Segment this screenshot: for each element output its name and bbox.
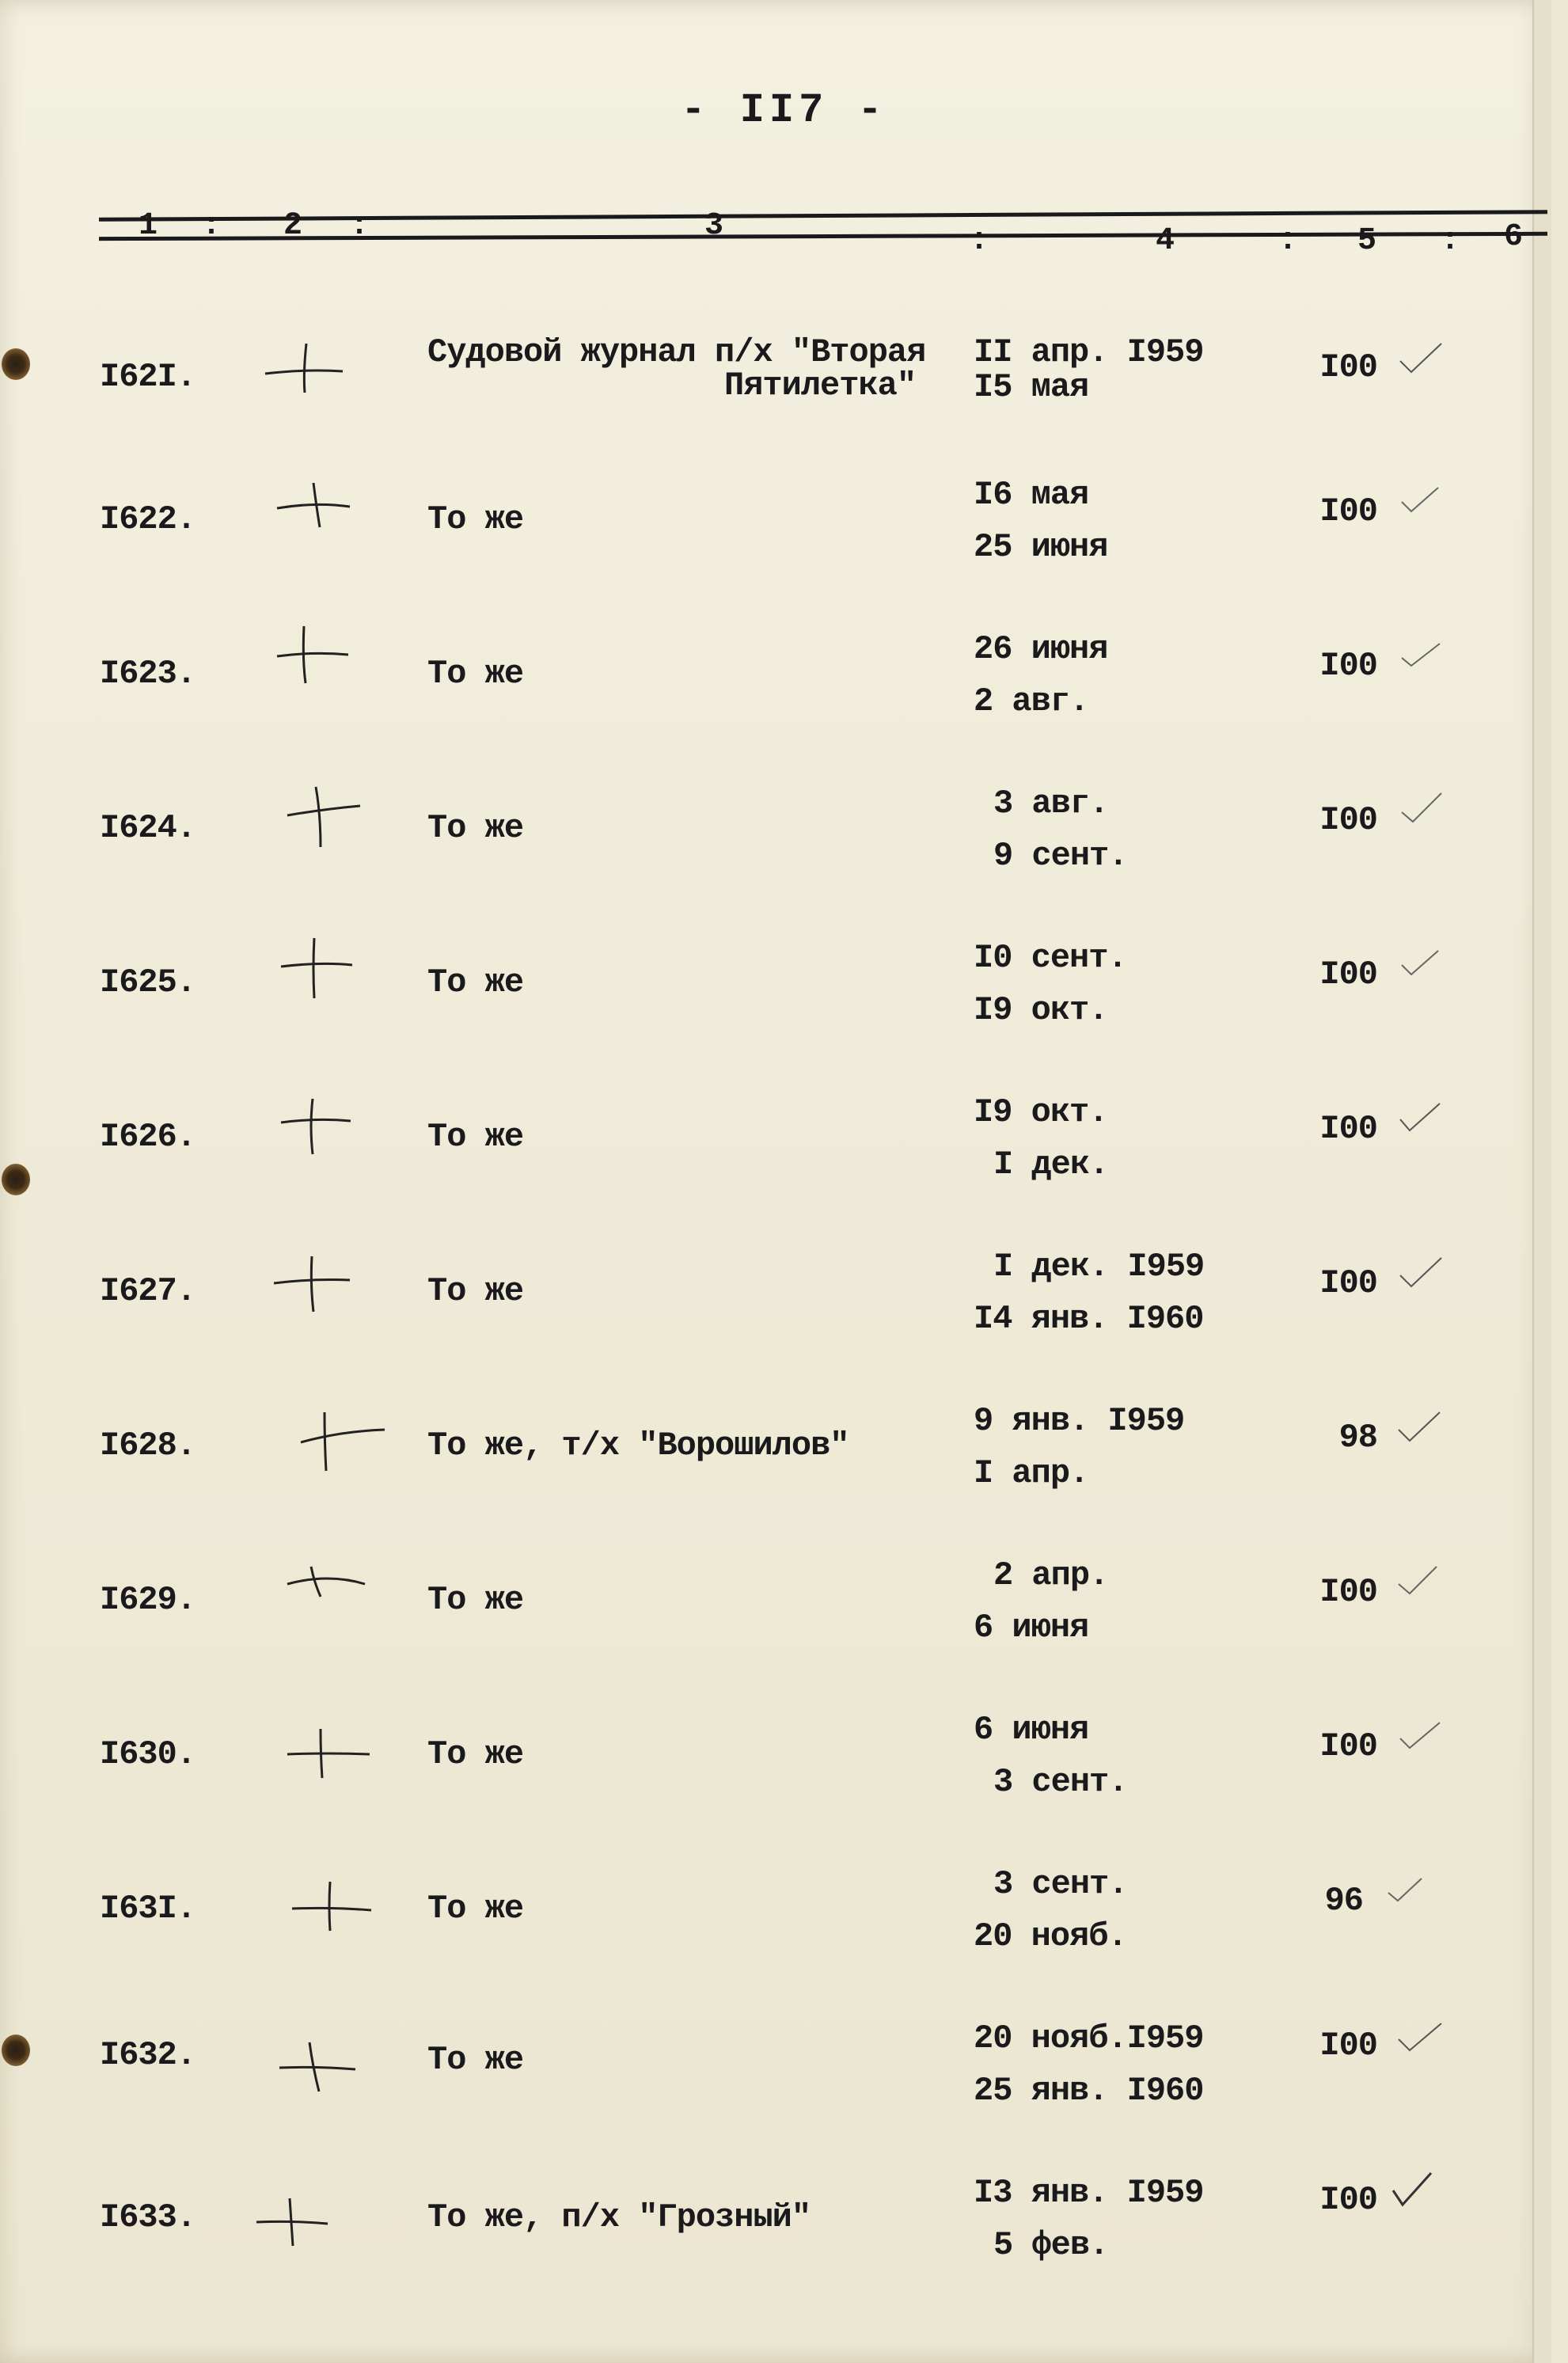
check-mark-icon bbox=[1397, 1099, 1445, 1138]
cross-mark-icon bbox=[268, 469, 363, 556]
check-mark-icon bbox=[1385, 1871, 1433, 1910]
cross-mark-icon bbox=[273, 1086, 368, 1173]
item-number: I62I. bbox=[100, 358, 196, 396]
cross-mark-icon bbox=[289, 1858, 384, 1945]
table-row bbox=[0, 1841, 1568, 1983]
cross-mark-icon bbox=[273, 2012, 368, 2099]
cross-mark-icon bbox=[273, 932, 368, 1019]
column-number-2: 2 bbox=[283, 208, 303, 244]
item-number: I623. bbox=[100, 655, 196, 693]
item-title: То же bbox=[427, 1118, 524, 1156]
item-title: То же, т/х "Ворошилов" bbox=[427, 1427, 849, 1465]
item-title: То же bbox=[427, 2041, 524, 2079]
item-number: I630. bbox=[100, 1735, 196, 1773]
table-row bbox=[0, 1069, 1568, 1211]
column-separator: : bbox=[350, 208, 370, 244]
item-number: I624. bbox=[100, 809, 196, 847]
item-number: I628. bbox=[100, 1427, 196, 1465]
column-number-1: 1 bbox=[139, 208, 158, 244]
table-row bbox=[0, 1686, 1568, 1829]
item-title: То же bbox=[427, 655, 524, 693]
item-number: I626. bbox=[100, 1118, 196, 1156]
column-separator: : bbox=[1278, 223, 1298, 259]
check-mark-icon bbox=[1397, 1408, 1445, 1447]
check-mark-icon bbox=[1397, 1562, 1445, 1601]
sheet-count: I00 bbox=[1319, 801, 1377, 839]
table-row bbox=[0, 1995, 1568, 2137]
cross-mark-icon bbox=[252, 2167, 347, 2254]
check-mark-icon bbox=[1397, 481, 1445, 521]
table-row bbox=[0, 760, 1568, 902]
item-number: I632. bbox=[100, 2036, 196, 2074]
check-mark-icon bbox=[1397, 1253, 1445, 1293]
item-number: I629. bbox=[100, 1581, 196, 1619]
sheet-count: I00 bbox=[1319, 348, 1377, 386]
table-row bbox=[0, 1532, 1568, 1674]
column-number-3: 3 bbox=[704, 208, 724, 244]
sheet-count: I00 bbox=[1319, 2027, 1377, 2065]
item-title: То же bbox=[427, 1890, 524, 1928]
date-range: I0 сент. I9 окт. bbox=[974, 939, 1127, 1029]
date-range: 20 нояб.I959 25 янв. I960 bbox=[974, 2019, 1204, 2110]
sheet-count: I00 bbox=[1319, 1727, 1377, 1765]
header-rule-bottom bbox=[99, 232, 1547, 241]
date-range: 9 янв. I959 I апр. bbox=[974, 1402, 1185, 1492]
table-row bbox=[0, 1377, 1568, 1520]
table-row bbox=[0, 451, 1568, 594]
column-separator: : bbox=[202, 208, 222, 244]
date-range: I дек. I959 I4 янв. I960 bbox=[974, 1248, 1205, 1338]
cross-mark-icon bbox=[269, 1240, 364, 1328]
date-range: II апр. I959 I5 мая bbox=[974, 333, 1204, 406]
date-range: 3 авг. 9 сент. bbox=[993, 785, 1128, 875]
page-number: - II7 - bbox=[681, 87, 887, 134]
item-title: То же bbox=[427, 809, 524, 847]
item-number: I622. bbox=[100, 500, 196, 538]
check-mark-icon bbox=[1391, 2170, 1439, 2209]
sheet-count: I00 bbox=[1319, 955, 1377, 993]
check-mark-icon bbox=[1397, 339, 1445, 378]
table-row bbox=[0, 606, 1568, 748]
table-row bbox=[0, 309, 1568, 451]
item-title: То же bbox=[427, 1272, 524, 1310]
check-mark-icon bbox=[1397, 790, 1445, 830]
date-range: 6 июня 3 сент. bbox=[974, 1711, 1128, 1801]
column-separator: : bbox=[970, 223, 989, 259]
item-number: I63I. bbox=[100, 1890, 196, 1928]
sheet-count: I00 bbox=[1319, 2181, 1377, 2219]
sheet-count: I00 bbox=[1319, 492, 1377, 530]
cross-mark-icon bbox=[293, 1395, 388, 1482]
item-title: То же, п/х "Грозный" bbox=[427, 2198, 811, 2236]
column-separator: : bbox=[1441, 223, 1460, 259]
date-range: I3 янв. I959 5 фев. bbox=[974, 2174, 1204, 2264]
cross-mark-icon bbox=[281, 1704, 376, 1791]
date-range: 3 сент. 20 нояб. bbox=[974, 1865, 1128, 1955]
cross-mark-icon bbox=[269, 623, 364, 710]
item-number: I633. bbox=[100, 2198, 196, 2236]
check-mark-icon bbox=[1397, 2017, 1445, 2057]
cross-mark-icon bbox=[281, 1549, 376, 1636]
item-title: То же bbox=[427, 500, 524, 538]
check-mark-icon bbox=[1397, 636, 1445, 675]
column-number-6: 6 bbox=[1504, 219, 1524, 255]
date-range: 2 апр. 6 июня bbox=[974, 1556, 1109, 1647]
date-range: I9 окт. I дек. bbox=[974, 1093, 1109, 1183]
date-range: 26 июня 2 авг. bbox=[974, 630, 1108, 720]
sheet-count: 96 bbox=[1324, 1882, 1363, 1920]
column-number-5: 5 bbox=[1357, 223, 1377, 259]
sheet-count: 98 bbox=[1338, 1419, 1377, 1457]
item-title: То же bbox=[427, 963, 524, 1001]
cross-mark-icon bbox=[257, 326, 352, 413]
table-row bbox=[0, 914, 1568, 1057]
table-row bbox=[0, 2149, 1568, 2292]
item-number: I627. bbox=[100, 1272, 196, 1310]
column-number-4: 4 bbox=[1156, 223, 1175, 259]
cross-mark-icon bbox=[281, 777, 376, 864]
sheet-count: I00 bbox=[1319, 647, 1377, 685]
item-title: То же bbox=[427, 1581, 524, 1619]
check-mark-icon bbox=[1397, 1716, 1445, 1756]
table-row bbox=[0, 1223, 1568, 1366]
sheet-count: I00 bbox=[1319, 1573, 1377, 1611]
item-number: I625. bbox=[100, 963, 196, 1001]
header-rule-top bbox=[99, 210, 1547, 222]
item-title: То же bbox=[427, 1735, 524, 1773]
check-mark-icon bbox=[1397, 944, 1445, 984]
date-range: I6 мая 25 июня bbox=[974, 476, 1108, 566]
sheet-count: I00 bbox=[1319, 1110, 1377, 1148]
item-title: Судовой журнал п/х "Вторая Пятилетка" bbox=[427, 333, 926, 405]
sheet-count: I00 bbox=[1319, 1264, 1377, 1302]
